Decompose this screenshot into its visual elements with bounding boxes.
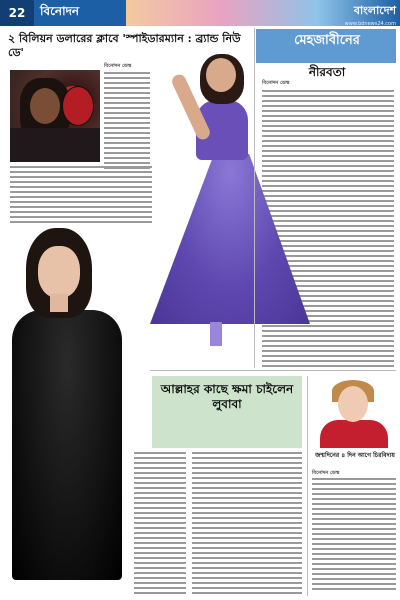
lubaba-body-left <box>134 452 186 597</box>
photo-shoe <box>210 322 222 346</box>
page-number: 22 <box>0 0 34 26</box>
photo-face <box>338 386 368 422</box>
section-divider <box>150 370 396 371</box>
birthday-byline: বিনোদন ডেস্ক <box>312 470 340 476</box>
spiderman-headline: ২ বিলিয়ন ডলারের ক্লাবে 'স্পাইডারম্যান : ব্র্যান্ড নিউ ডে' <box>8 32 241 59</box>
brand-logo: বাংলাদেশ <box>353 4 396 17</box>
photo-dress <box>12 310 122 580</box>
mehjabin-byline: বিনোদন ডেস্ক <box>262 80 290 86</box>
spiderman-body-bottom <box>10 166 152 226</box>
lubaba-body-right <box>192 452 302 597</box>
photo-figure-suit <box>10 128 100 162</box>
spiderman-body-right <box>104 72 150 172</box>
spiderman-mask-icon <box>62 86 94 126</box>
masthead-brand <box>345 2 396 27</box>
photo-red-dress <box>320 420 388 448</box>
column-divider <box>254 28 255 368</box>
brand-url: www.bdnews24.com <box>344 21 396 27</box>
column-divider <box>307 376 308 596</box>
lubaba-title: আল্লাহর কাছে ক্ষমা চাইলেন লুবাবা <box>160 382 294 411</box>
birthday-headline: জন্মদিনের ৪ দিন আগে চিরবিদায় <box>315 452 395 459</box>
photo-face <box>206 58 236 92</box>
spiderman-byline: বিনোদন ডেস্ক <box>104 63 132 69</box>
section-name: বিনোদন <box>40 4 80 18</box>
photo-neck <box>50 294 68 312</box>
mehjabin-photo <box>150 54 260 354</box>
mehjabin-subtitle: নীরবতা <box>308 65 346 79</box>
birthday-body <box>312 478 396 593</box>
masthead <box>0 0 400 26</box>
mehjabin-title: মেহজাবীনের <box>294 33 360 48</box>
lubaba-photo <box>10 228 140 588</box>
spiderman-photo <box>10 70 100 162</box>
birthday-photo <box>312 380 396 448</box>
mehjabin-body <box>262 90 394 370</box>
photo-figure-face <box>30 88 60 124</box>
photo-face <box>38 246 80 298</box>
